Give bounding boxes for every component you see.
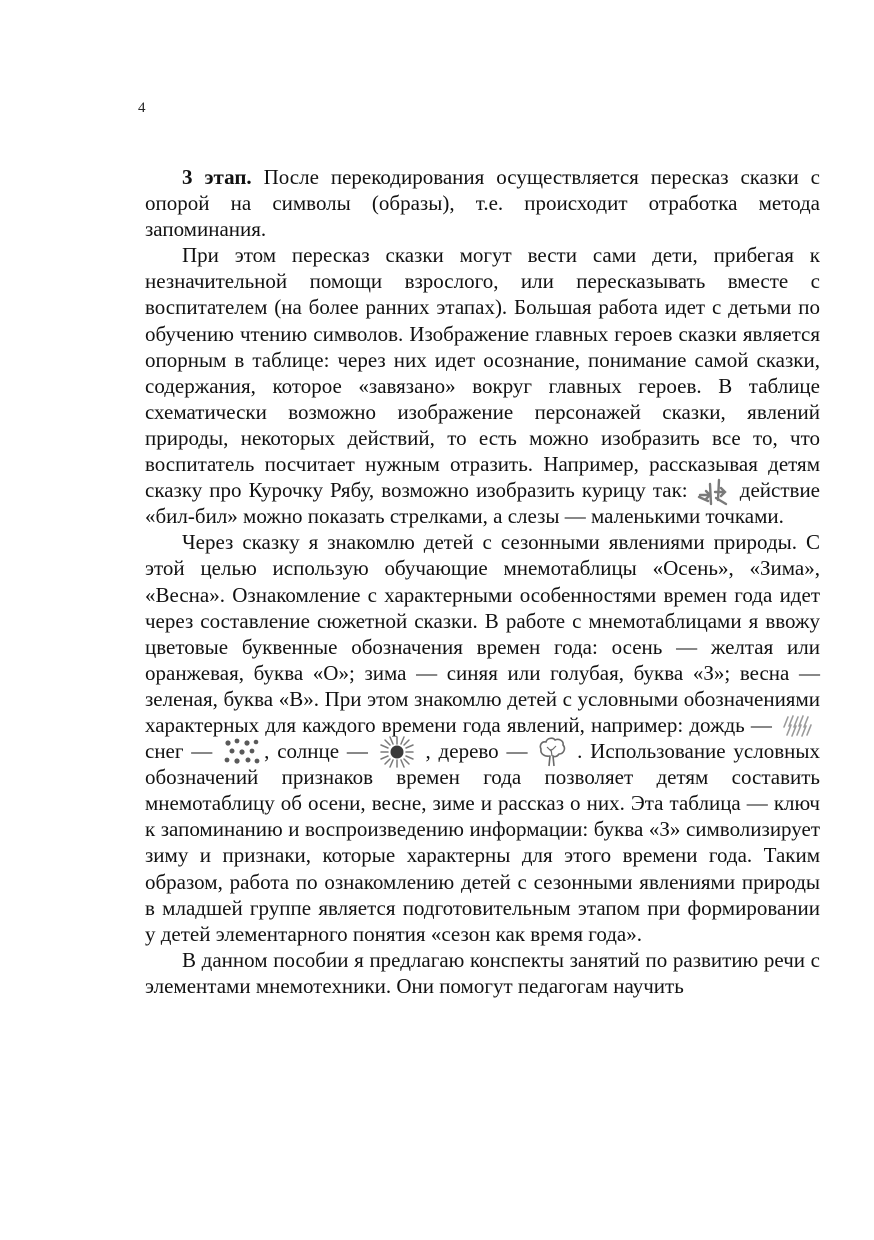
paragraph-text: действие «бил-бил» можно показать стрелками, а слезы — маленькими точками.	[145, 478, 820, 529]
text-body	[145, 164, 820, 999]
paragraph-text: , дерево —	[417, 739, 536, 764]
paragraph-stage-3	[145, 164, 820, 242]
paragraph-text: снег —	[145, 739, 221, 764]
paragraph-retelling	[145, 242, 820, 529]
paragraph-text: Через сказку я знакомлю детей с сезонными явлениями природы. С этой целью использую обучающие мнемотаблицы «Осень», «Зима», «Весна». Ознакомление с характерными особенностями времен года идет через составление сюжетной сказки. В работе с мнемотаблицами я ввожу цветовые буквенные обозначения времен года: осень — желтая или оранжевая, буква «О»; зима — синяя или голубая, буква «З»; весна — зеленая, буква «В». При этом знакомлю детей с условными обозначениями характерных для каждого времени года явлений, например: дождь —	[145, 530, 820, 737]
paragraph-text: . Использование условных обозначений признаков времен года позволяет детям составить мнемотаблицу об осени, весне, зиме и рассказ о них. Эта таблица — ключ к запоминанию и воспроизведению информации: буква «З» символизирует зиму и признаки, которые характерны для этого времени года. Таким образом, работа по ознакомлению детей с сезонными явлениями природы в младшей группе является подготовительным этапом при формировании у детей элементарного понятия «сезон как время года».	[145, 739, 820, 946]
paragraph-text: , солнце —	[264, 739, 376, 764]
rain-icon	[780, 713, 818, 739]
stage-label: 3 этап.	[182, 165, 252, 189]
paragraph-manual	[145, 947, 820, 999]
paragraph-text: При этом пересказ сказки могут вести сами дети, прибегая к незначительной помощи взрослого, или пересказывать вместе с воспитателем (на более ранних этапах). Большая работа идет с детьми по обучению чтению символов. Изображение главных героев сказки является опорным в таблице: через них идет осознание, понимание самой сказки, содержания, которое «завязано» вокруг главных героев. В таблице схематически возможно изображение персонажей сказки, явлений природы, некоторых действий, то есть можно изобразить все то, что воспитатель посчитает нужным отразить. Например, рассказывая детям сказку про Курочку Рябу, возможно изобразить курицу так:	[145, 243, 820, 503]
paragraph-text: В данном пособии я предлагаю конспекты занятий по развитию речи с элементами мнемотехники. Они помогут педагогам научить	[145, 947, 820, 998]
arrows-strikes-icon	[697, 476, 731, 506]
paragraph-seasons	[145, 529, 820, 947]
tree-icon	[537, 736, 567, 768]
page-number: 4	[138, 100, 146, 116]
snow-icon	[222, 737, 262, 767]
paragraph-text: После перекодирования осуществляется пересказ сказки с опорой на символы (образы), т.е. происходит отработка метода запоминания.	[145, 165, 820, 242]
